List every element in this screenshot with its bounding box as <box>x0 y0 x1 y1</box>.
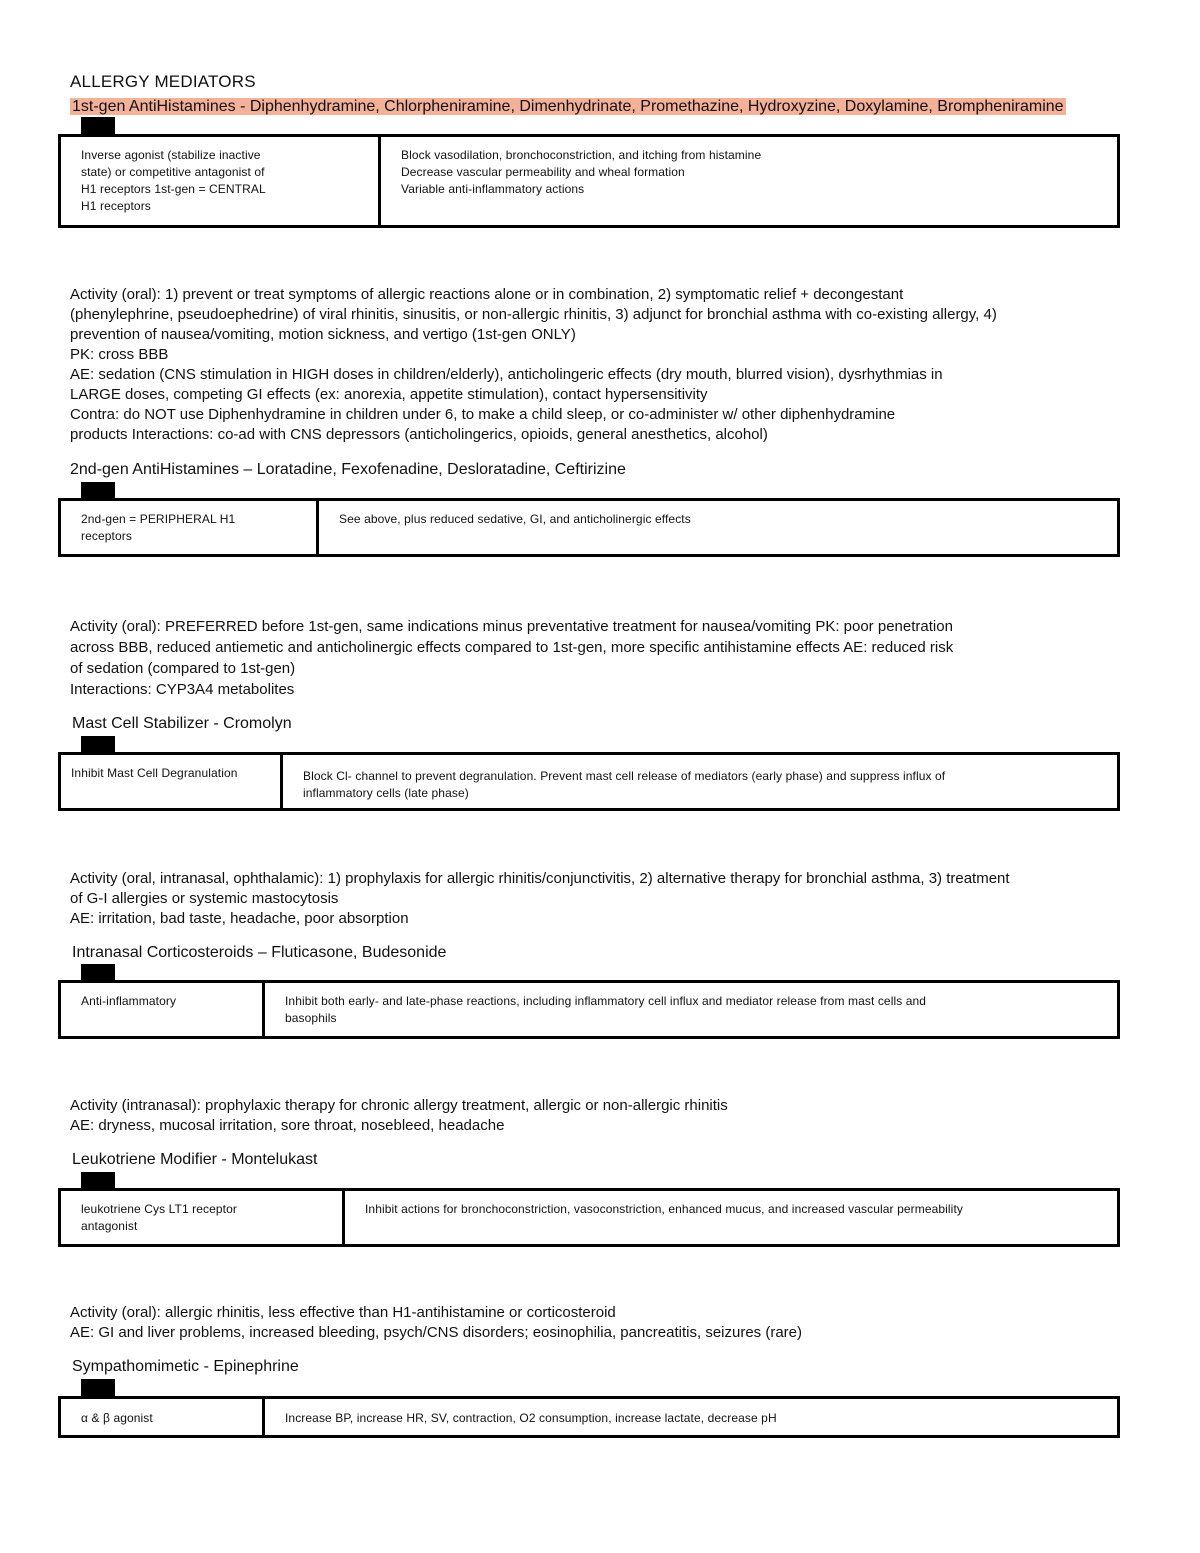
effects-cell <box>319 501 1117 554</box>
mechanism-table <box>58 1396 1120 1438</box>
mechanism-cell <box>61 1399 265 1435</box>
mechanism-cell <box>61 983 265 1036</box>
effects-line: Block Cl- channel to prevent degranulation. Prevent mast cell release of mediators (early phase) and suppress influx of <box>303 769 946 783</box>
note-line: of G-I allergies or systemic mastocytosis <box>70 890 339 907</box>
mechanism-table <box>58 1188 1120 1247</box>
note-line: across BBB, reduced antiemetic and anticholinergic effects compared to 1st-gen, more specific antihistamine effects AE: reduced risk <box>70 639 954 656</box>
mechanism-line: Anti-inflammatory <box>81 994 177 1008</box>
highlighted-header: 1st-gen AntiHistamines - Diphenhydramine, Chlorpheniramine, Dimenhydrinate, Promethazine, Hydroxyzine, Doxylamine, Brompheniramine <box>72 98 1064 115</box>
notes-first-gen <box>70 285 1130 445</box>
mechanism-line: H1 receptors 1st-gen = CENTRAL <box>81 182 266 196</box>
page-title: ALLERGY MEDIATORS <box>70 72 256 91</box>
effects-cell <box>345 1191 1117 1244</box>
notes-corticosteroids <box>70 1096 1130 1136</box>
note-line: Contra: do NOT use Diphenhydramine in children under 6, to make a child sleep, or co-administer w/ other diphenhydramine <box>70 406 896 423</box>
note-line: Activity (intranasal): prophylaxic therapy for chronic allergy treatment, allergic or non-allergic rhinitis <box>70 1097 728 1114</box>
effects-line: inflammatory cells (late phase) <box>303 786 469 800</box>
section-header-second-gen: 2nd-gen AntiHistamines – Loratadine, Fexofenadine, Desloratadine, Ceftirizine <box>70 461 626 478</box>
mechanism-table <box>58 134 1120 228</box>
mechanism-line: 2nd-gen = PERIPHERAL H1 <box>81 512 236 526</box>
section-header-corticosteroids: Intranasal Corticosteroids – Fluticasone, Budesonide <box>72 944 447 961</box>
note-line: (phenylephrine, pseudoephedrine) of viral rhinitis, sinusitis, or non-allergic rhinitis, 3) adjunct for bronchial asthma with co-existing allergy, 4) <box>70 306 997 323</box>
effects-cell <box>283 755 1117 808</box>
notes-mast-cell <box>70 869 1130 929</box>
note-line: PK: cross BBB <box>70 346 169 363</box>
section-header-first-gen <box>70 98 1066 116</box>
note-line: prevention of nausea/vomiting, motion sickness, and vertigo (1st-gen ONLY) <box>70 326 576 343</box>
mechanism-line: α & β agonist <box>81 1411 153 1425</box>
notes-leukotriene <box>70 1303 1130 1343</box>
note-line: of sedation (compared to 1st-gen) <box>70 660 296 677</box>
note-line: AE: irritation, bad taste, headache, poor absorption <box>70 910 409 927</box>
effects-line: See above, plus reduced sedative, GI, and anticholinergic effects <box>339 512 691 526</box>
effects-cell <box>381 137 1117 225</box>
mechanism-cell <box>61 1191 345 1244</box>
mechanism-line: state) or competitive antagonist of <box>81 165 265 179</box>
section-header-leukotriene: Leukotriene Modifier - Montelukast <box>72 1151 318 1168</box>
note-line: LARGE doses, competing GI effects (ex: anorexia, appetite stimulation), contact hypersensitivity <box>70 386 708 403</box>
mechanism-table <box>58 498 1120 557</box>
note-line: AE: sedation (CNS stimulation in HIGH doses in children/elderly), anticholingeric effects (dry mouth, blurred vision), dysrhythmias in <box>70 366 943 383</box>
effects-line: Block vasodilation, bronchoconstriction, and itching from histamine <box>401 148 762 162</box>
notes-second-gen <box>70 616 1130 700</box>
mechanism-line: antagonist <box>81 1219 138 1233</box>
section-tab-marker <box>81 1379 115 1397</box>
effects-line: Variable anti-inflammatory actions <box>401 182 585 196</box>
mechanism-line: Inhibit Mast Cell Degranulation <box>71 766 238 780</box>
mechanism-table <box>58 752 1120 811</box>
note-line: AE: dryness, mucosal irritation, sore throat, nosebleed, headache <box>70 1117 505 1134</box>
note-line: Activity (oral, intranasal, ophthalamic): 1) prophylaxis for allergic rhinitis/conjunctivitis, 2) alternative therapy for bronchial asthma, 3) treatment <box>70 870 1010 887</box>
mechanism-line: receptors <box>81 529 132 543</box>
note-line: AE: GI and liver problems, increased bleeding, psych/CNS disorders; eosinophilia, pancreatitis, seizures (rare) <box>70 1324 803 1341</box>
note-line: Activity (oral): PREFERRED before 1st-gen, same indications minus preventative treatment for nausea/vomiting PK: poor penetration <box>70 618 953 635</box>
section-header-mast-cell: Mast Cell Stabilizer - Cromolyn <box>72 715 292 732</box>
note-line: products Interactions: co-ad with CNS depressors (anticholingerics, opioids, general anesthetics, alcohol) <box>70 426 768 443</box>
mechanism-line: H1 receptors <box>81 199 151 213</box>
effects-line: basophils <box>285 1011 337 1025</box>
section-tab-marker <box>81 117 115 135</box>
effects-line: Inhibit actions for bronchoconstriction, vasoconstriction, enhanced mucus, and increased vascular permeability <box>365 1202 963 1216</box>
effects-line: Increase BP, increase HR, SV, contraction, O2 consumption, increase lactate, decrease pH <box>285 1411 777 1425</box>
effects-cell <box>265 1399 1117 1435</box>
mechanism-line: Inverse agonist (stabilize inactive <box>81 148 261 162</box>
note-line: Interactions: CYP3A4 metabolites <box>70 681 295 698</box>
mechanism-table <box>58 980 1120 1039</box>
mechanism-cell <box>61 755 283 808</box>
effects-cell <box>265 983 1117 1036</box>
note-line: Activity (oral): 1) prevent or treat symptoms of allergic reactions alone or in combination, 2) symptomatic relief + decongestant <box>70 286 904 303</box>
mechanism-line: leukotriene Cys LT1 receptor <box>81 1202 237 1216</box>
mechanism-cell <box>61 137 381 225</box>
effects-line: Decrease vascular permeability and wheal formation <box>401 165 685 179</box>
section-header-sympathomimetic: Sympathomimetic - Epinephrine <box>72 1358 299 1375</box>
mechanism-cell <box>61 501 319 554</box>
note-line: Activity (oral): allergic rhinitis, less effective than H1-antihistamine or corticosteroid <box>70 1304 616 1321</box>
effects-line: Inhibit both early- and late-phase reactions, including inflammatory cell influx and mediator release from mast cells and <box>285 994 927 1008</box>
